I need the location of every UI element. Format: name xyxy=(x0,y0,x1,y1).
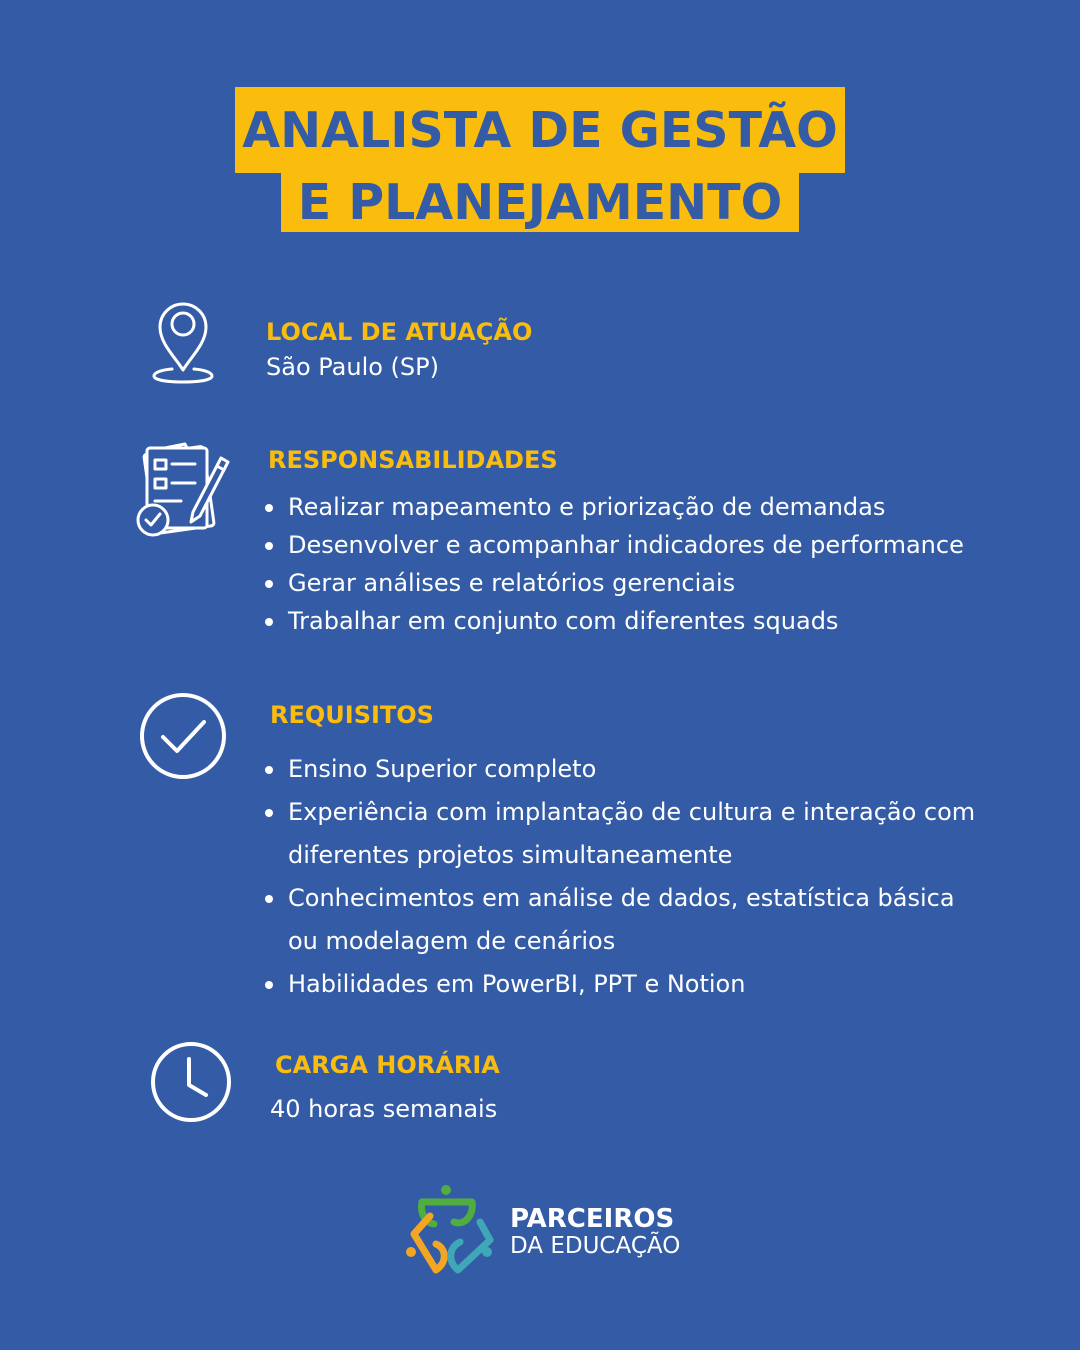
list-item: Trabalhar em conjunto com diferentes squads xyxy=(262,604,964,642)
title-line-1-text: ANALISTA DE GESTÃO xyxy=(242,101,838,159)
list-item-continuation: diferentes projetos simultaneamente xyxy=(288,841,733,869)
location-value: São Paulo (SP) xyxy=(266,353,439,381)
requirements-list xyxy=(262,748,975,1006)
workload-value: 40 horas semanais xyxy=(270,1095,498,1123)
clock-icon xyxy=(148,1039,234,1125)
list-item: Realizar mapeamento e priorização de demandas xyxy=(262,490,964,528)
list-item: Experiência com implantação de cultura e interação com xyxy=(262,791,975,834)
list-item: Gerar análises e relatórios gerenciais xyxy=(262,566,964,604)
logo-line-1: PARCEIROS xyxy=(510,1204,675,1234)
location-pin-icon xyxy=(150,300,216,386)
list-item: Desenvolver e acompanhar indicadores de performance xyxy=(262,528,964,566)
logo-line-2: DA EDUCAÇÃO xyxy=(510,1233,681,1259)
title-line-2-text: E PLANEJAMENTO xyxy=(297,173,783,231)
list-item-continuation: ou modelagem de cenários xyxy=(288,927,616,955)
list-item: Habilidades em PowerBI, PPT e Notion xyxy=(262,963,975,1006)
checklist-document-icon xyxy=(133,440,233,540)
workload-heading: CARGA HORÁRIA xyxy=(275,1051,500,1079)
location-heading: LOCAL DE ATUAÇÃO xyxy=(266,318,533,346)
responsibilities-heading: RESPONSABILIDADES xyxy=(268,446,558,474)
title-line-2 xyxy=(281,172,799,232)
list-item: Conhecimentos em análise de dados, estatística básica xyxy=(262,877,975,920)
people-circle-logo-icon xyxy=(402,1182,498,1278)
checkmark-circle-icon xyxy=(138,691,228,781)
requirements-heading: REQUISITOS xyxy=(270,701,434,729)
responsibilities-list xyxy=(262,490,964,642)
list-item: Ensino Superior completo xyxy=(262,748,975,791)
title-line-1 xyxy=(235,87,845,173)
